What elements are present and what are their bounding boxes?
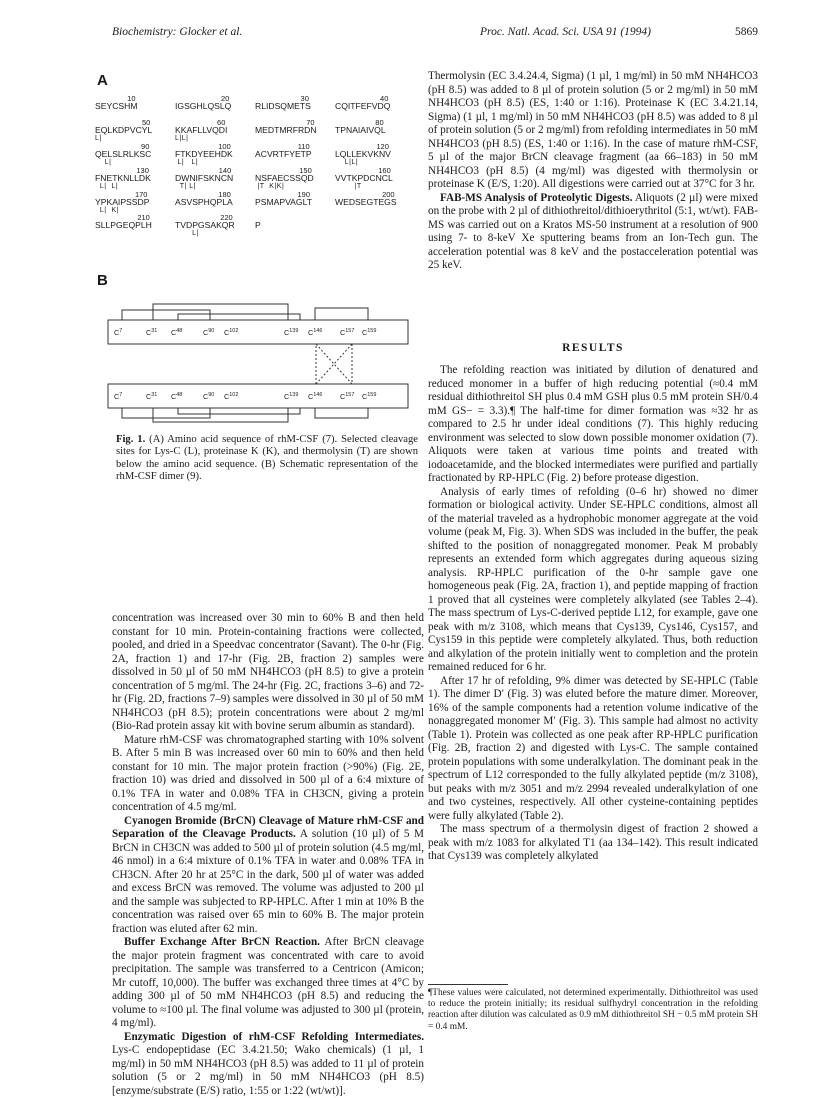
left-para-5: Lys-C endopeptidase (EC 3.4.21.50; Wako chemicals) (1 µl, 1 mg/ml) in 50 mM NH4HCO3 (pH 8.5) was added to 11 µl of protein solution (5 or 2 mg/ml) in 50 mM NH4HCO3 (pH 8.5) [enzyme/substrate (E/S) ratio, 1:55 or 1:22 (wt/wt)]. <box>112 1044 424 1097</box>
right-column-results <box>428 364 758 864</box>
sequence-block <box>95 94 138 111</box>
sequence-block <box>175 141 233 166</box>
sequence-block <box>175 189 233 207</box>
sequence-text: CQITFEFVDQ <box>335 101 391 111</box>
heading-brcn: Cyanogen Bromide (BrCN) Cleavage of Mature rhM-CSF and Separation of the Cleavage Products. <box>112 814 424 840</box>
running-head-authors: Biochemistry: Glocker et al. <box>112 26 243 38</box>
sequence-row <box>95 118 411 142</box>
left-para-3: A solution (10 µl) of 5 M BrCN in CH3CN was added to 500 µl of protein solution (4.5 mg/ml, 46 nmol) in a 6:4 mixture of 0.1% TFA in water and 0.08% TFA in CH3CN. After 20 hr at 25°C in the dark, 500 µl of water was added and excess BrCN was removed. The volume was adjusted to 200 µl and the sample was subjected to RP-HPLC. After 1 min at 10% B the concentration was raised over 65 min to 60% B. The major protein fraction was eluted after 62 min. <box>112 828 424 935</box>
sequence-text: NSFAECSSQD <box>255 172 314 183</box>
sequence-block <box>335 94 391 111</box>
cleavage-site-marks: L| <box>175 230 199 238</box>
cysteine-label: $C^{146}$ <box>308 328 323 337</box>
cysteine-label: $C^{31}$ <box>146 392 158 401</box>
figure-panel-a-label: A <box>97 72 108 89</box>
residue-number: 190 <box>297 189 310 199</box>
residue-number: 10 <box>127 94 136 103</box>
sequence-text: FNETKNLLDK <box>95 172 151 183</box>
disulfide-c48-c139-b <box>178 408 300 414</box>
cysteine-label: $C^{102}$ <box>224 392 239 401</box>
cysteine-label: $C^{159}$ <box>362 328 377 337</box>
sequence-block <box>255 189 312 207</box>
residue-number: 180 <box>218 189 231 199</box>
caption-label: Fig. 1. <box>116 434 146 445</box>
residue-number: 20 <box>221 94 230 103</box>
cysteine-label: $C^{139}$ <box>284 392 299 401</box>
cleavage-site-marks: L| L| <box>175 158 199 166</box>
sequence-text: TVDPGSAKQR <box>175 220 235 231</box>
sequence-text: VVTKPDCNCL <box>335 172 393 183</box>
sequence-text: DWNIFSKNCN <box>175 172 234 183</box>
left-para-2: Mature rhM-CSF was chromatographed starting with 10% solvent B. After 5 min B was increased over 60 min to 60% and then held constant for 10 min. The major protein fraction (>90%) (Fig. 2E, fraction 10) was dried and dissolved in 500 µl of a 6:4 mixture of 0.1% TFA in water and 0.08% TFA in CH3CN, giving a protein concentration of 4.5 mg/ml. <box>112 733 424 813</box>
residue-number: 160 <box>378 165 391 175</box>
running-head-journal: Proc. Natl. Acad. Sci. USA 91 (1994) <box>480 26 651 38</box>
residue-number: 150 <box>299 165 312 175</box>
cysteine-label: $C^7$ <box>114 392 123 401</box>
sequence-block <box>335 117 386 135</box>
left-para-4: After BrCN cleavage the major protein fragment was concentrated with care to avoid precipitation. The sample was transferred to a Centricon (Amicon; Mr cutoff, 10,000). The buffer was exchanged three times at 4°C by adding 300 µl of 50 mM NH4HCO3 (pH 8.5) and reducing the volume to ≈100 µl. The final volume was adjusted to 300 µl (protein, 4 mg/ml). <box>112 936 424 1029</box>
caption-text: (A) Amino acid sequence of rhM-CSF (7). Selected cleavage sites for Lys-C (L), proteinase K (K), and thermolysin (T) are shown below the amino acid sequence. (B) Schematic representation of the rhM-CSF dimer (9). <box>116 434 418 482</box>
residue-number: 130 <box>136 165 149 175</box>
section-title-results: RESULTS <box>562 342 624 354</box>
results-para-1: The refolding reaction was initiated by dilution of denatured and reduced monomer in a buffer of high reducing potential (≈0.4 mM residual dithiothreitol SH plus 0.4 mM GSH plus 0.5 mM protein SH/0.4 mM GS− = 3.3).¶ The half-time for dimer formation was ≈32 hr as compared to 2.5 hr under ideal conditions (7). This highly reducing environment was selected to slow down possible monomer oxidation (7). Aliquots were taken at various time points and treated with iodoacetamide, and the blocked intermediates were purified and partially fractionated by RP-HPLC (Fig. 2) before protease digestion. <box>428 364 758 484</box>
heading-fab-ms: FAB-MS Analysis of Proteolytic Digests. <box>440 191 633 204</box>
sequence-block <box>95 165 151 190</box>
cysteine-label: $C^{90}$ <box>203 392 215 401</box>
cleavage-site-marks: |T K|K| <box>255 182 285 190</box>
amino-acid-sequence <box>95 94 411 237</box>
results-para-3: After 17 hr of refolding, 9% dimer was detected by SE-HPLC (Table 1). The dimer D′ (Fig. 3) was eluted before the mature dimer. Moreover, 16% of the sample components had a retention volume indicative of the nonaggregated monomer M′ (Fig. 3). This sample had almost no activity (Table 1). Protein was collected as one peak after RP-HPLC purification (Fig. 2B, fraction 2) and digested with Lys-C. The sample contained protein populations with some underalkylation. The dominant peak in the spectrum of L12 corresponded to the fully alkylated peptide (m/z 3108), but peaks with m/z 3051 and m/z 2994 revealed underalkylation of one and two cysteines, respectively. All other cysteine-containing peptides were fully alkylated (Table 2). <box>428 674 758 822</box>
cysteine-label: $C^{48}$ <box>171 392 183 401</box>
disulfide-c31-c102 <box>153 304 288 320</box>
heading-buffer-exchange: Buffer Exchange After BrCN Reaction. <box>124 936 320 948</box>
cysteine-label: $C^{146}$ <box>308 392 323 401</box>
sequence-text: KKAFLLVQDI <box>175 124 228 135</box>
sequence-text: ASVSPHQPLA <box>175 196 233 207</box>
disulfide-c146-c157 <box>315 308 368 320</box>
cleavage-site-marks: T| L| <box>175 182 197 190</box>
sequence-block <box>255 94 311 111</box>
cysteine-label: $C^{102}$ <box>224 328 239 337</box>
sequence-block <box>335 189 397 207</box>
sequence-block <box>95 117 153 142</box>
residue-number: 80 <box>375 117 384 127</box>
sequence-row <box>95 213 411 237</box>
residue-number: 60 <box>217 117 226 127</box>
residue-number: 120 <box>376 141 389 151</box>
sequence-text: LQLLEKVKNV <box>335 148 391 159</box>
disulfide-c7-c90 <box>122 310 210 320</box>
sequence-block <box>95 213 152 231</box>
cleavage-site-marks: L|L| <box>175 134 189 142</box>
cysteine-label: $C^{31}$ <box>146 328 158 337</box>
disulfide-c31-c102-b <box>153 408 288 422</box>
residue-number: 50 <box>141 117 151 127</box>
sequence-text: QELSLRLKSC <box>95 148 152 159</box>
running-header <box>112 26 758 42</box>
results-para-2: Analysis of early times of refolding (0–6 hr) showed no dimer formation or biological activity. Under SE-HPLC conditions, almost all of the material traveled as a hydrophobic monomer aggregate at the void volume (peak M, Fig. 3). When SDS was included in the buffer, the peak shifted to the position of nonaggregated monomer. Peak M probably represents an extended form which aggregates during aqueous sizing analysis. RP-HPLC purification of the 0-hr sample gave one homogeneous peak (Fig. 2A, fraction 1), and peptide mapping of fraction 1 proved that all cysteines were completely alkylated (see Tables 2–4). The mass spectrum of Lys-C-derived peptide L12, for example, gave one peak with m/z 3108, which means that Cys139, Cys146, Cys157, and Cys159 in this peptide were completely alkylated. Thus, both reduction and alkylation of the protein initially went to completion and the protein remained reduced for 6 hr. <box>428 485 758 673</box>
residue-number: 70 <box>306 117 315 127</box>
disulfide-c48-c139 <box>178 314 300 320</box>
sequence-block <box>175 165 234 190</box>
sequence-block <box>175 117 228 142</box>
residue-number: 90 <box>141 141 150 151</box>
left-column <box>112 612 424 1098</box>
sequence-block <box>255 165 314 190</box>
residue-number: 220 <box>220 213 233 223</box>
cysteine-label: $C^{48}$ <box>171 328 183 337</box>
residue-number: 40 <box>380 94 389 103</box>
residue-number: 210 <box>137 213 150 223</box>
residue-number: 140 <box>218 165 232 175</box>
sequence-text: SLLPGEQPLH <box>95 220 152 231</box>
sequence-block <box>95 189 150 214</box>
sequence-text: YPKAIPSSDP <box>95 196 150 207</box>
residue-number: 110 <box>297 141 310 151</box>
cysteine-label: $C^{159}$ <box>362 392 377 401</box>
cysteine-label: $C^{139}$ <box>284 328 299 337</box>
cysteine-label: $C^{90}$ <box>203 328 215 337</box>
residue-number: 30 <box>300 94 309 103</box>
cysteine-label: $C^7$ <box>114 328 123 337</box>
sequence-text: PSMAPVAGLT <box>255 196 312 207</box>
cleavage-site-marks: L| K| <box>95 206 119 214</box>
footnote: ¶These values were calculated, not determined experimentally. Dithiothreitol was used to reduce the protein initially; its residual sulfhydryl concentration in the refolding reaction after dilution was calculated as 0.9 mM dithiothreitol SH − 0.5 mM protein SH = 0.4 mM. <box>428 988 758 1032</box>
sequence-text: RLIDSQMETS <box>255 101 311 111</box>
sequence-row <box>95 94 411 118</box>
sequence-text: ACVRTFYETP <box>255 148 312 159</box>
sequence-text: IGSGHLQSLQ <box>175 101 232 111</box>
sequence-block <box>255 117 317 135</box>
disulfide-c7-c90-b <box>122 408 210 418</box>
results-para-4: The mass spectrum of a thermolysin digest of fraction 2 showed a peak with m/z 1083 for alkylated T1 (aa 134–142). This result indicated that Cys139 was completely alkylated <box>428 823 758 862</box>
residue-number: 170 <box>134 189 148 199</box>
page-number: 5869 <box>735 26 758 38</box>
figure-caption <box>116 434 418 483</box>
left-para-1: concentration was increased over 30 min to 60% B and then held constant for 10 min. Protein-containing fractions were collected, pooled, and dried in a Speedvac concentrator (Savant). The 0-hr (Fig. 2A, fraction 1) and 17-hr (Fig. 2B, fraction 2) samples were dissolved in 50 µl of 50 mM NH4HCO3 (pH 8.5) to give a protein concentration of 5 mg/ml. The 24-hr (Fig. 2C, fractions 3–6) and 72-hr (Fig. 2D, fractions 7–9) samples were dissolved in 30 µl of 50 mM NH4HCO3 (pH 8.5); protein concentrations were about 2 mg/ml (Bio-Rad protein assay kit with bovine serum albumin as standard). <box>112 612 424 732</box>
residue-number: 100 <box>218 141 231 151</box>
sequence-block <box>175 94 232 111</box>
footnote-rule <box>428 984 508 985</box>
dimer-schematic <box>100 298 416 424</box>
sequence-block <box>255 141 312 159</box>
sequence-text: TPNAIAIVQL <box>335 124 386 135</box>
sequence-text: P <box>255 220 261 231</box>
sequence-text: WEDSEGTEGS <box>335 196 397 207</box>
sequence-block <box>335 141 391 166</box>
cysteine-label: $C^{157}$ <box>340 328 355 337</box>
sequence-block <box>95 141 152 166</box>
cysteine-label: $C^{157}$ <box>340 392 355 401</box>
sequence-row <box>95 142 411 166</box>
sequence-text: FTKDYEEHDK <box>175 148 233 159</box>
figure-panel-b-label: B <box>97 272 108 289</box>
sequence-row <box>95 190 411 214</box>
residue-number: 200 <box>382 189 395 199</box>
sequence-row <box>95 166 411 190</box>
cleavage-site-marks: L| <box>95 158 112 166</box>
cleavage-site-marks: L| L| <box>95 182 119 190</box>
cleavage-site-marks: |T <box>335 182 362 190</box>
sequence-text: MEDTMRFRDN <box>255 124 317 135</box>
cleavage-site-marks: L| <box>95 134 102 142</box>
heading-enzymatic-digestion: Enzymatic Digestion of rhM-CSF Refolding Intermediates. <box>124 1030 424 1043</box>
sequence-text: EQLKDPVCYL <box>95 124 153 135</box>
cleavage-site-marks: L|L| <box>335 158 359 166</box>
sequence-block <box>255 220 261 230</box>
sequence-block <box>335 165 393 190</box>
right-para-1: Thermolysin (EC 3.4.24.4, Sigma) (1 µl, 1 mg/ml) in 50 mM NH4HCO3 (pH 8.5) was added to 8 µl of protein solution (5 or 2 mg/ml) in 50 mM NH4HCO3 (pH 8.5) (ES, 1:40 or 1:16). Proteinase K (EC 3.4.21.14, Sigma) (1 µl, 1 mg/ml) in 50 mM NH4HCO3 (pH 8.5) was added to 8 µl of protein solution (5 or 2 mg/ml) from refolding intermediates in 50 mM NH4HCO3 (pH 8.5) (ES, 1:40 or 1:16). In the case of mature rhM-CSF, 5 µl of the major BrCN cleavage fragment (aa 66–183) in 50 mM NH4HCO3 (pH 8.5) (4 mg/ml) was digested with thermolysin or proteinase K (E/S, 1:20). All digestions were carried out at 37°C for 3 hr. <box>428 70 758 190</box>
right-para-2: Aliquots (2 µl) were mixed on the probe with 2 µl of dithiothreitol/dithioerythritol (5:1, wt/wt). FAB-MS was carried out on a Kratos MS-50 instrument at a resolution of 900 using 7- to 8-keV Xe sputtering beams from an Ion-Tech gun. The acceleration potential was 8 keV and the postacceleration potential was 25 keV. <box>428 191 758 271</box>
disulfide-c146-c157-b <box>315 408 368 418</box>
sequence-text: SEYCSHM <box>95 101 138 111</box>
sequence-block <box>175 213 235 238</box>
right-column-top <box>428 70 758 273</box>
